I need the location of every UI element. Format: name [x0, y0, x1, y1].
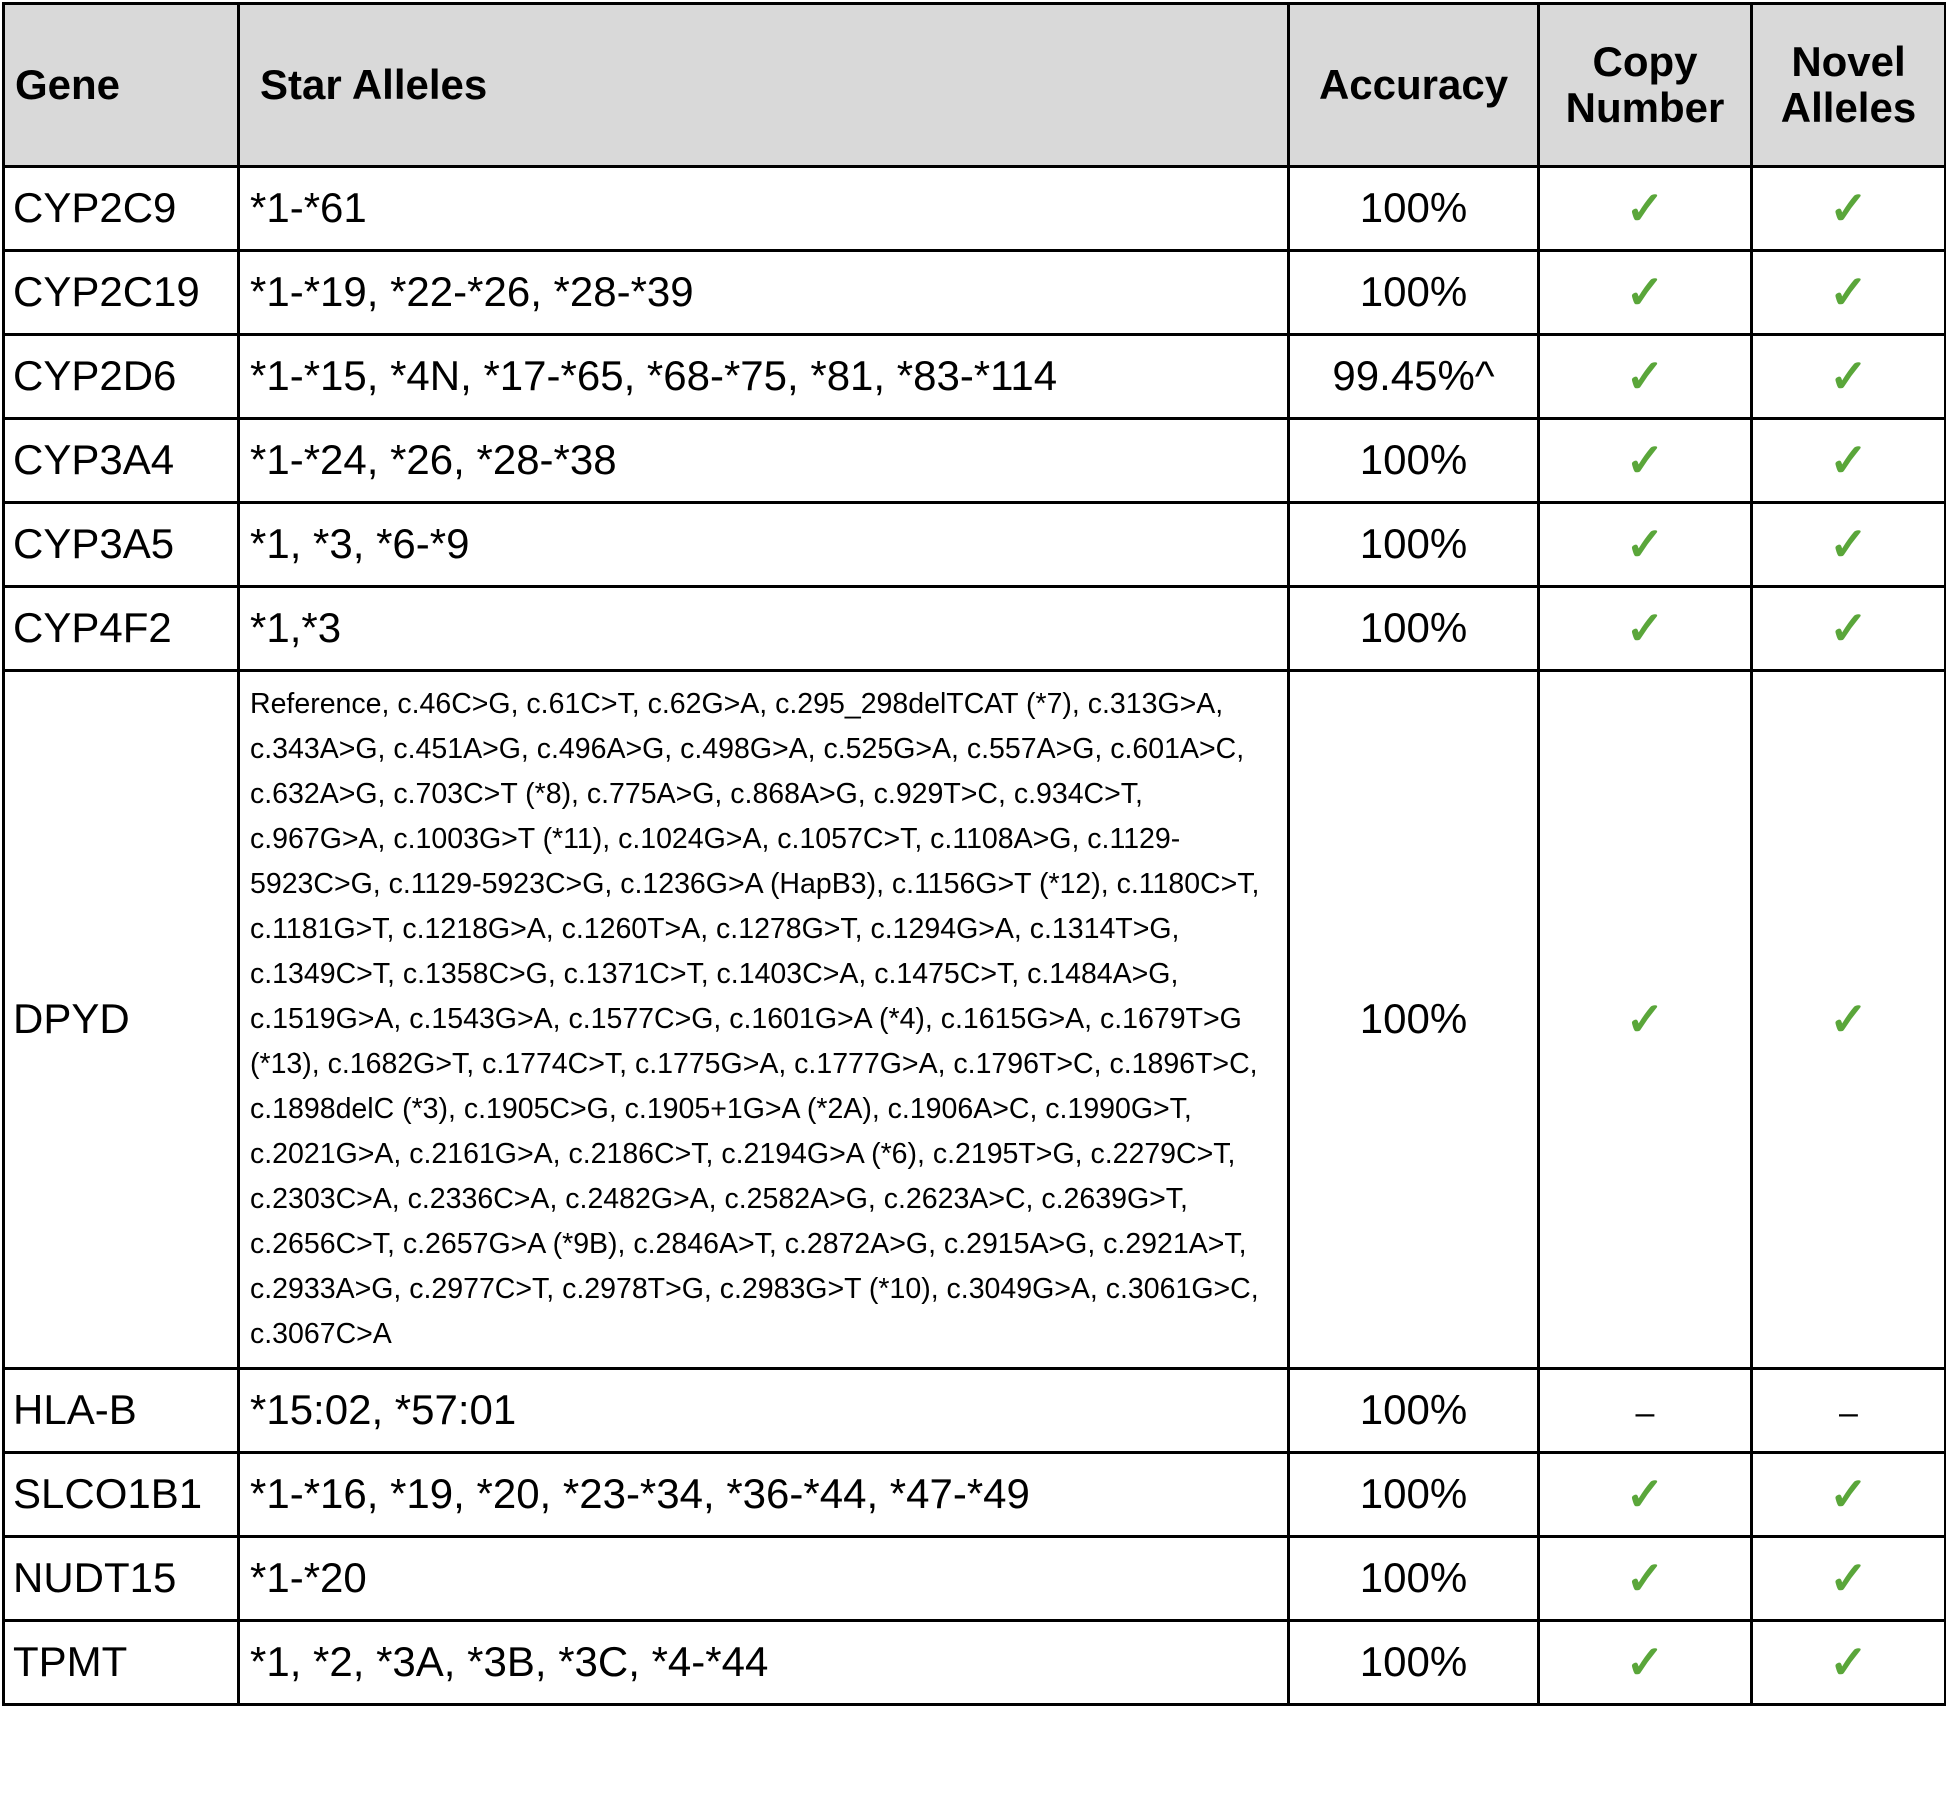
copy-number-cell: [1539, 1453, 1752, 1537]
novel-alleles-cell: [1752, 587, 1946, 671]
checkmark-icon: ✓: [1829, 1636, 1868, 1689]
header-accuracy: Accuracy: [1289, 4, 1539, 167]
checkmark-icon: ✓: [1829, 350, 1868, 403]
accuracy-cell: 99.45%^: [1289, 335, 1539, 419]
novel-alleles-cell: [1752, 1369, 1946, 1453]
alleles-cell: *1,*3: [239, 587, 1289, 671]
alleles-cell: *1, *2, *3A, *3B, *3C, *4-*44: [239, 1621, 1289, 1705]
alleles-cell: *1-*20: [239, 1537, 1289, 1621]
accuracy-cell: 100%: [1289, 251, 1539, 335]
header-star-alleles: Star Alleles: [239, 4, 1289, 167]
alleles-cell: *1-*16, *19, *20, *23-*34, *36-*44, *47-*49: [239, 1453, 1289, 1537]
novel-alleles-cell: [1752, 1453, 1946, 1537]
alleles-cell: *1-*15, *4N, *17-*65, *68-*75, *81, *83-*114: [239, 335, 1289, 419]
checkmark-icon: ✓: [1625, 434, 1665, 487]
gene-cell: CYP2C19: [4, 251, 239, 335]
dash-icon: –: [1839, 1394, 1858, 1433]
table-row: [4, 167, 1946, 251]
gene-cell: SLCO1B1: [4, 1453, 239, 1537]
novel-alleles-cell: [1752, 335, 1946, 419]
copy-number-cell: [1539, 167, 1752, 251]
table-header: [4, 4, 1946, 167]
alleles-cell: Reference, c.46C>G, c.61C>T, c.62G>A, c.295_298delTCAT (*7), c.313G>A, c.343A>G, c.451A>G, c.496A>G, c.498G>A, c.525G>A, c.557A>G, c.601A>C, c.632A>G, c.703C>T (*8), c.775A>G, c.868A>G, c.929T>C, c.934C>T, c.967G>A, c.1003G>T (*11), c.1024G>A, c.1057C>T, c.1108A>G, c.1129-5923C>G, c.1129-5923C>G, c.1236G>A (HapB3), c.1156G>T (*12), c.1180C>T, c.1181G>T, c.1218G>A, c.1260T>A, c.1278G>T, c.1294G>A, c.1314T>G, c.1349C>T, c.1358C>G, c.1371C>T, c.1403C>A, c.1475C>T, c.1484A>G, c.1519G>A, c.1543G>A, c.1577C>G, c.1601G>A (*4), c.1615G>A, c.1679T>G (*13), c.1682G>T, c.1774C>T, c.1775G>A, c.1777G>A, c.1796T>C, c.1896T>C, c.1898delC (*3), c.1905C>G, c.1905+1G>A (*2A), c.1906A>C, c.1990G>T, c.2021G>A, c.2161G>A, c.2186C>T, c.2194G>A (*6), c.2195T>G, c.2279C>T, c.2303C>A, c.2336C>A, c.2482G>A, c.2582A>G, c.2623A>C, c.2639G>T, c.2656C>T, c.2657G>A (*9B), c.2846A>T, c.2872A>G, c.2915A>G, c.2921A>T, c.2933A>G, c.2977C>T, c.2978T>G, c.2983G>T (*10), c.3049G>A, c.3061G>C, c.3067C>A: [239, 671, 1289, 1369]
checkmark-icon: ✓: [1625, 993, 1665, 1046]
gene-cell: CYP2D6: [4, 335, 239, 419]
checkmark-icon: ✓: [1625, 350, 1665, 403]
checkmark-icon: ✓: [1829, 1468, 1868, 1521]
table-row: [4, 1369, 1946, 1453]
header-novel-alleles: Novel Alleles: [1752, 4, 1946, 167]
checkmark-icon: ✓: [1625, 602, 1665, 655]
header-row: [4, 4, 1946, 167]
table-body: [4, 167, 1946, 1705]
gene-cell: HLA-B: [4, 1369, 239, 1453]
checkmark-icon: ✓: [1829, 518, 1868, 571]
table-row: [4, 335, 1946, 419]
header-copy-number: Copy Number: [1539, 4, 1752, 167]
novel-alleles-cell: [1752, 1537, 1946, 1621]
copy-number-cell: [1539, 419, 1752, 503]
accuracy-cell: 100%: [1289, 587, 1539, 671]
checkmark-icon: ✓: [1829, 993, 1868, 1046]
gene-cell: NUDT15: [4, 1537, 239, 1621]
table-row: [4, 671, 1946, 1369]
copy-number-cell: [1539, 671, 1752, 1369]
checkmark-icon: ✓: [1625, 182, 1665, 235]
table-row: [4, 419, 1946, 503]
alleles-cell: *1-*24, *26, *28-*38: [239, 419, 1289, 503]
gene-cell: CYP3A5: [4, 503, 239, 587]
accuracy-cell: 100%: [1289, 419, 1539, 503]
checkmark-icon: ✓: [1829, 1552, 1868, 1605]
table-row: [4, 1621, 1946, 1705]
accuracy-cell: 100%: [1289, 1369, 1539, 1453]
copy-number-cell: [1539, 1537, 1752, 1621]
copy-number-cell: [1539, 335, 1752, 419]
gene-cell: CYP3A4: [4, 419, 239, 503]
checkmark-icon: ✓: [1829, 182, 1868, 235]
accuracy-cell: 100%: [1289, 1621, 1539, 1705]
alleles-cell: *1-*19, *22-*26, *28-*39: [239, 251, 1289, 335]
copy-number-cell: [1539, 251, 1752, 335]
table-row: [4, 251, 1946, 335]
accuracy-cell: 100%: [1289, 503, 1539, 587]
novel-alleles-cell: [1752, 1621, 1946, 1705]
pharmacogenomics-table: [2, 2, 1946, 1706]
gene-cell: TPMT: [4, 1621, 239, 1705]
table-row: [4, 587, 1946, 671]
novel-alleles-cell: [1752, 671, 1946, 1369]
gene-cell: CYP2C9: [4, 167, 239, 251]
table-row: [4, 1537, 1946, 1621]
novel-alleles-cell: [1752, 419, 1946, 503]
header-gene: Gene: [4, 4, 239, 167]
alleles-cell: *15:02, *57:01: [239, 1369, 1289, 1453]
checkmark-icon: ✓: [1625, 1468, 1665, 1521]
accuracy-cell: 100%: [1289, 167, 1539, 251]
novel-alleles-cell: [1752, 251, 1946, 335]
novel-alleles-cell: [1752, 167, 1946, 251]
checkmark-icon: ✓: [1625, 518, 1665, 571]
alleles-cell: *1, *3, *6-*9: [239, 503, 1289, 587]
gene-cell: CYP4F2: [4, 587, 239, 671]
copy-number-cell: [1539, 587, 1752, 671]
accuracy-cell: 100%: [1289, 1453, 1539, 1537]
checkmark-icon: ✓: [1625, 1636, 1665, 1689]
gene-cell: DPYD: [4, 671, 239, 1369]
copy-number-cell: [1539, 1369, 1752, 1453]
checkmark-icon: ✓: [1829, 266, 1868, 319]
copy-number-cell: [1539, 503, 1752, 587]
checkmark-icon: ✓: [1829, 602, 1868, 655]
accuracy-cell: 100%: [1289, 1537, 1539, 1621]
dash-icon: –: [1635, 1394, 1655, 1433]
table-row: [4, 503, 1946, 587]
alleles-cell: *1-*61: [239, 167, 1289, 251]
copy-number-cell: [1539, 1621, 1752, 1705]
novel-alleles-cell: [1752, 503, 1946, 587]
accuracy-cell: 100%: [1289, 671, 1539, 1369]
checkmark-icon: ✓: [1829, 434, 1868, 487]
checkmark-icon: ✓: [1625, 1552, 1665, 1605]
checkmark-icon: ✓: [1625, 266, 1665, 319]
table-row: [4, 1453, 1946, 1537]
